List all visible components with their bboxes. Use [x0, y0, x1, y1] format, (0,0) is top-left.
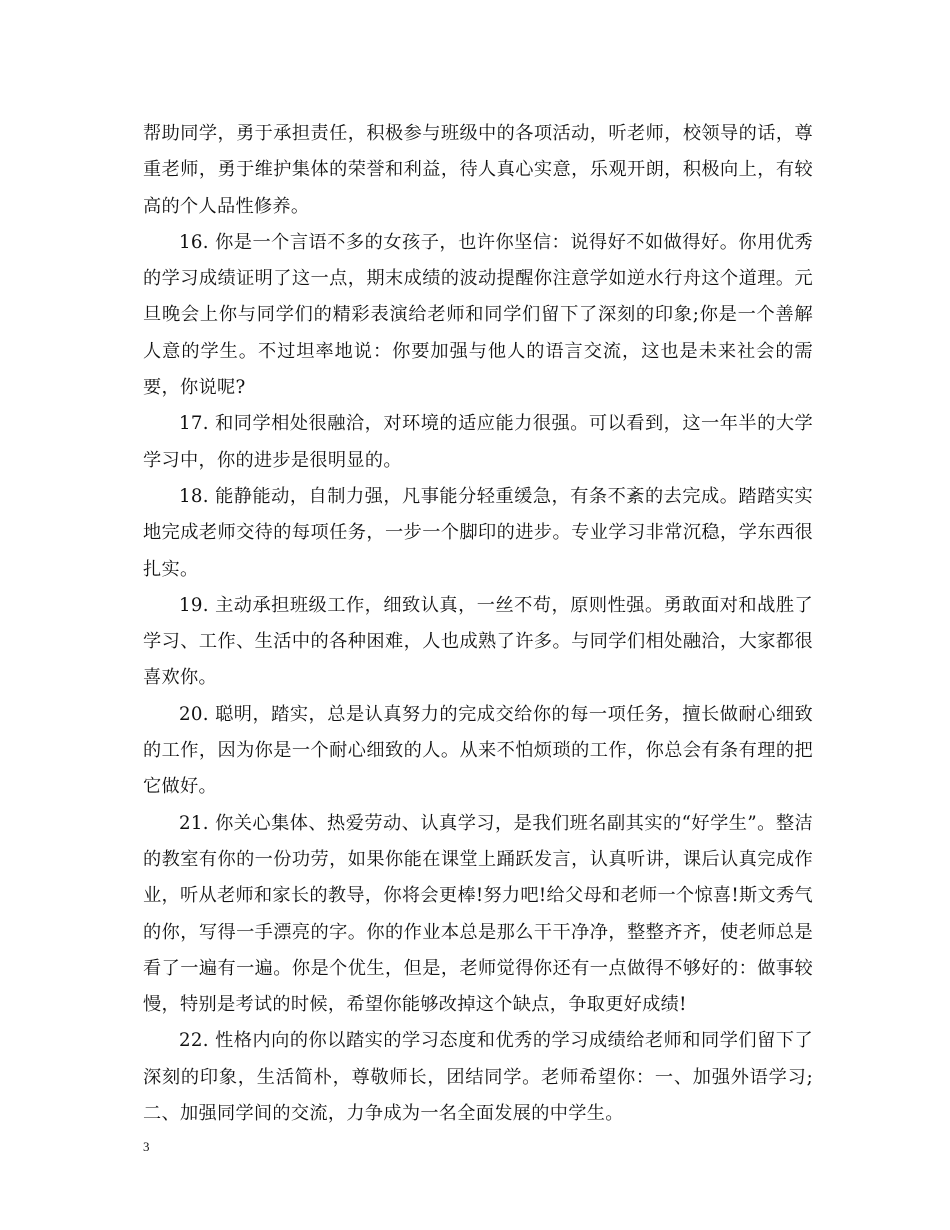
paragraph-18: 18. 能静能动，自制力强，凡事能分轻重缓急，有条不紊的去完成。踏踏实实地完成老师交待的每项任务，一步一个脚印的进步。专业学习非常沉稳，学东西很扎实。 [143, 485, 813, 580]
paragraph-19: 19. 主动承担班级工作，细致认真，一丝不苟，原则性强。勇敢面对和战胜了学习、工作、生活中的各种困难，人也成熟了许多。与同学们相处融洽，大家都很喜欢你。 [143, 594, 813, 689]
paragraph-20: 20. 聪明，踏实，总是认真努力的完成交给你的每一项任务，擅长做耐心细致的工作，因为你是一个耐心细致的人。从来不怕烦琐的工作，你总会有条有理的把它做好。 [143, 703, 813, 798]
document-body [143, 116, 813, 1132]
paragraph-16: 16. 你是一个言语不多的女孩子，也许你坚信：说得好不如做得好。你用优秀的学习成绩证明了这一点，期末成绩的波动提醒你注意学如逆水行舟这个道理。元旦晚会上你与同学们的精彩表演给老师和同学们留下了深刻的印象;你是一个善解人意的学生。不过坦率地说：你要加强与他人的语言交流，这也是未来社会的需要，你说呢? [143, 231, 813, 399]
paragraph-21: 21. 你关心集体、热爱劳动、认真学习，是我们班名副其实的“好学生”。整洁的教室有你的一份功劳，如果你能在课堂上踊跃发言，认真听讲，课后认真完成作业，听从老师和家长的教导，你将会更棒!努力吧!给父母和老师一个惊喜!斯文秀气的你，写得一手漂亮的字。你的作业本总是那么干干净净，整整齐齐，使老师总是看了一遍有一遍。你是个优生，但是，老师觉得你还有一点做得不够好的：做事较慢，特别是考试的时候，希望你能够改掉这个缺点，争取更好成绩! [143, 812, 813, 1016]
paragraph-15-continuation: 帮助同学，勇于承担责任，积极参与班级中的各项活动，听老师，校领导的话，尊重老师，勇于维护集体的荣誉和利益，待人真心实意，乐观开朗，积极向上，有较高的个人品性修养。 [143, 123, 813, 217]
paragraph-22: 22. 性格内向的你以踏实的学习态度和优秀的学习成绩给老师和同学们留下了深刻的印象，生活简朴，尊敬师长，团结同学。老师希望你：一、加强外语学习;二、加强同学间的交流，力争成为一名全面发展的中学生。 [143, 1030, 813, 1125]
page-number: 3 [143, 1139, 150, 1154]
paragraph-17: 17. 和同学相处很融洽，对环境的适应能力很强。可以看到，这一年半的大学学习中，你的进步是很明显的。 [143, 413, 813, 471]
